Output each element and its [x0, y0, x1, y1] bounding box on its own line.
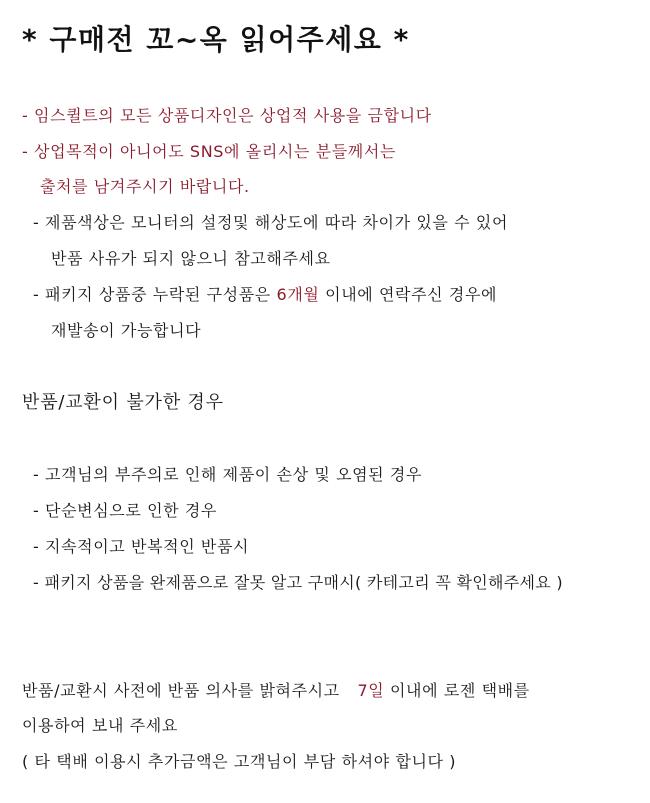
return-process-post: 이내에 로젠 택배를: [384, 681, 530, 700]
package-note-post: 이내에 연락주신 경우에: [319, 285, 498, 304]
package-period-highlight: 6개월: [276, 285, 320, 304]
list-item: - 패키지 상품을 완제품으로 잘못 알고 구매시( 카테고리 꼭 확인해주세요 ): [33, 573, 563, 592]
list-item: - 고객님의 부주의로 인해 제품이 손상 및 오염된 경우: [33, 465, 423, 484]
page-title: * 구매전 꼬~옥 읽어주세요 *: [22, 23, 410, 56]
list-item: - 지속적이고 반복적인 반품시: [33, 537, 250, 556]
notice-design-use: - 임스퀼트의 모든 상품디자인은 상업적 사용을 금합니다: [22, 106, 432, 125]
notice-color-difference: - 제품색상은 모니터의 설정및 해상도에 따라 차이가 있을 수 있어: [33, 213, 509, 232]
notice-package-missing: [33, 285, 497, 305]
list-item: - 단순변심으로 인한 경우: [33, 501, 217, 520]
return-process-line2: 이용하여 보내 주세요: [22, 716, 178, 735]
notice-source-credit: 출처를 남겨주시기 바랍니다.: [40, 177, 250, 196]
return-process-line1: [22, 681, 530, 701]
return-period-highlight: 7일: [357, 681, 385, 700]
return-process-line3: ( 타 택배 이용시 추가금액은 고객님이 부담 하셔야 합니다 ): [22, 752, 457, 771]
notice-package-resend: 재발송이 가능합니다: [51, 321, 202, 340]
return-section-heading: 반품/교환이 불가한 경우: [22, 392, 224, 413]
notice-color-no-return: 반품 사유가 되지 않으니 참고해주세요: [51, 249, 331, 268]
return-process-pre: 반품/교환시 사전에 반품 의사를 밝혀주시고: [22, 681, 346, 700]
package-note-pre: - 패키지 상품중 누락된 구성품은: [33, 285, 277, 304]
notice-sns-use: - 상업목적이 아니어도 SNS에 올리시는 분들께서는: [22, 142, 396, 161]
